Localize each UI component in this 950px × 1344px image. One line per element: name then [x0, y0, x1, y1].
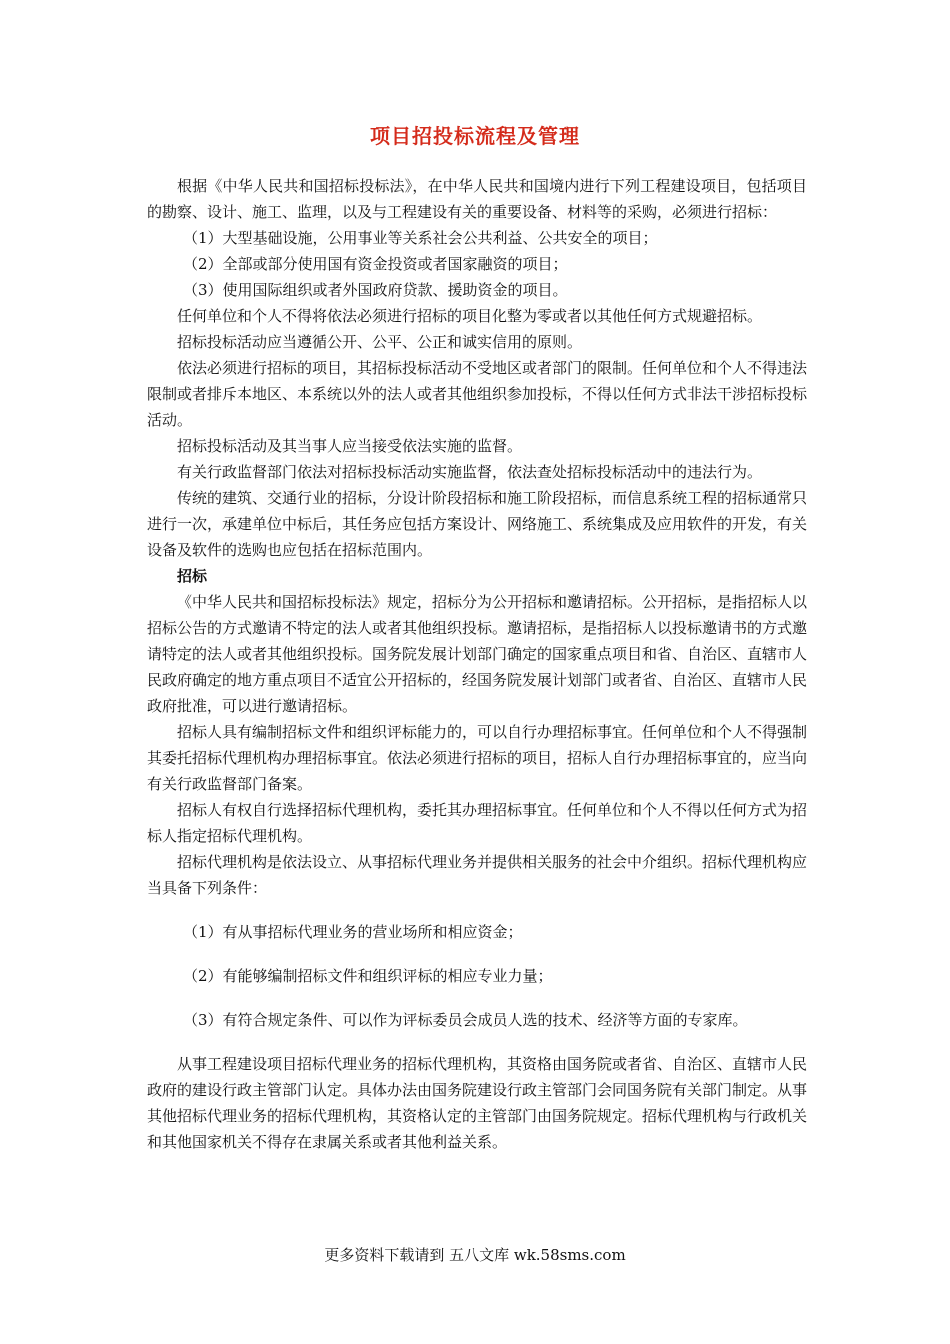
footer-text: 更多资料下载请到 五八文库 wk.58sms.com — [324, 1246, 626, 1264]
paragraph: 招标代理机构是依法设立、从事招标代理业务并提供相关服务的社会中介组织。招标代理机构应当具备下列条件： — [147, 853, 808, 897]
paragraph: 传统的建筑、交通行业的招标，分设计阶段招标和施工阶段招标，而信息系统工程的招标通常只进行一次，承建单位中标后，其任务应包括方案设计、网络施工、系统集成及应用软件的开发，有关设备及软件的选购也应包括在招标范围内。 — [147, 489, 808, 559]
paragraph-intro: 根据《中华人民共和国招标投标法》，在中华人民共和国境内进行下列工程建设项目，包括项目的勘察、设计、施工、监理，以及与工程建设有关的重要设备、材料等的采购，必须进行招标： — [147, 177, 807, 221]
list-item: （1）大型基础设施，公用事业等关系社会公共利益、公共安全的项目； — [183, 229, 658, 247]
paragraph: 招标投标活动及其当事人应当接受依法实施的监督。 — [177, 437, 523, 455]
paragraph: 招标人具有编制招标文件和组织评标能力的，可以自行办理招标事宜。任何单位和个人不得强制其委托招标代理机构办理招标事宜。依法必须进行招标的项目，招标人自行办理招标事宜的，应当向有关行政监督部门备案。 — [147, 723, 808, 793]
page-title: 项目招投标流程及管理 — [370, 124, 580, 148]
list-item: （2）有能够编制招标文件和组织评标的相应专业力量； — [183, 967, 553, 985]
paragraph: 招标人有权自行选择招标代理机构，委托其办理招标事宜。任何单位和个人不得以任何方式为招标人指定招标代理机构。 — [147, 801, 808, 845]
paragraph: 有关行政监督部门依法对招标投标活动实施监督，依法查处招标投标活动中的违法行为。 — [177, 463, 763, 481]
list-item: （1）有从事招标代理业务的营业场所和相应资金； — [183, 923, 523, 941]
paragraph: 《中华人民共和国招标投标法》规定，招标分为公开招标和邀请招标。公开招标，是指招标人以招标公告的方式邀请不特定的法人或者其他组织投标。邀请招标，是指招标人以投标邀请书的方式邀请特定的法人或者其他组织投标。国务院发展计划部门确定的国家重点项目和省、自治区、直辖市人民政府确定的地方重点项目不适宜公开招标的，经国务院发展计划部门或者省、自治区、直辖市人民政府批准，可以进行邀请招标。 — [147, 593, 808, 715]
paragraph: 任何单位和个人不得将依法必须进行招标的项目化整为零或者以其他任何方式规避招标。 — [177, 307, 763, 325]
paragraph: 招标投标活动应当遵循公开、公平、公正和诚实信用的原则。 — [177, 333, 583, 351]
section-heading: 招标 — [177, 567, 208, 585]
paragraph: 依法必须进行招标的项目，其招标投标活动不受地区或者部门的限制。任何单位和个人不得违法限制或者排斥本地区、本系统以外的法人或者其他组织参加投标，不得以任何方式非法干涉招标投标活动。 — [147, 359, 808, 429]
document-body — [147, 173, 807, 1155]
list-item: （2）全部或部分使用国有资金投资或者国家融资的项目； — [183, 255, 568, 273]
list-item: （3）有符合规定条件、可以作为评标委员会成员人选的技术、经济等方面的专家库。 — [183, 1011, 748, 1029]
paragraph: 从事工程建设项目招标代理业务的招标代理机构，其资格由国务院或者省、自治区、直辖市人民政府的建设行政主管部门认定。具体办法由国务院建设行政主管部门会同国务院有关部门制定。从事其他招标代理业务的招标代理机构，其资格认定的主管部门由国务院规定。招标代理机构与行政机关和其他国家机关不得存在隶属关系或者其他利益关系。 — [147, 1055, 808, 1151]
list-item: （3）使用国际组织或者外国政府贷款、援助资金的项目。 — [183, 281, 568, 299]
